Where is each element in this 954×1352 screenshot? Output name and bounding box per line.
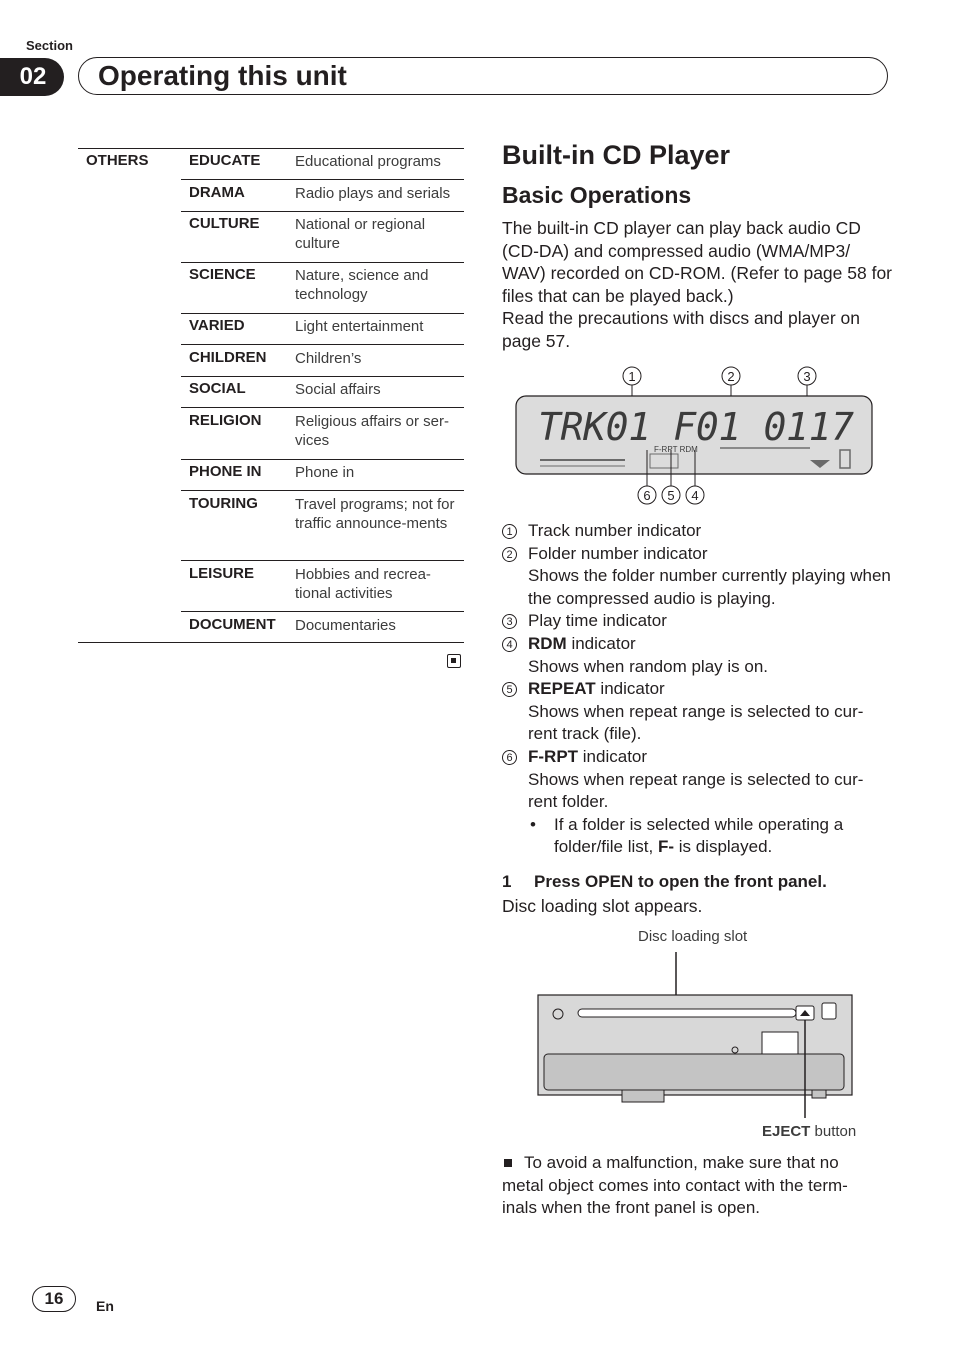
table-row <box>181 565 464 612</box>
table-group-label: OTHERS <box>86 152 149 169</box>
pty-code: PHONE IN <box>189 463 262 480</box>
pty-code: DOCUMENT <box>189 616 276 633</box>
pty-code: DRAMA <box>189 184 245 201</box>
front-panel-illustration <box>530 950 860 1120</box>
item-number: 1 <box>502 524 517 539</box>
caution-note <box>502 1152 882 1220</box>
item-description: Shows when random play is on. <box>528 656 769 676</box>
item-label: Track number indicator <box>528 521 702 540</box>
pty-code: SOCIAL <box>189 380 246 397</box>
note-square-icon <box>504 1159 512 1167</box>
intro-paragraph: The built-in CD player can play back audio CD (CD-DA) and compressed audio (WMA/MP3/ WAV) recorded on CD-ROM. (Refer to page 58 for files that can be played back.) <box>502 218 892 306</box>
item-label: indicator <box>595 679 665 699</box>
pty-description: Nature, science and technology <box>295 267 429 303</box>
callout-markers-top <box>623 367 816 385</box>
list-item <box>502 633 892 656</box>
lcd-display-illustration <box>510 362 880 510</box>
pty-description: Phone in <box>295 464 355 481</box>
table-row <box>181 495 464 561</box>
pty-code: SCIENCE <box>189 266 256 283</box>
item-label: indicator <box>578 746 648 766</box>
item-description: Shows when repeat range is selected to cur-rent folder. <box>528 769 864 812</box>
table-row <box>181 184 464 212</box>
pty-description: Religious affairs or ser-vices <box>295 413 449 449</box>
page-title: Operating this unit <box>98 60 347 91</box>
table-row <box>181 412 464 460</box>
pty-code: CULTURE <box>189 215 260 232</box>
pty-code: CHILDREN <box>189 349 267 366</box>
pty-description: National or regional culture <box>295 216 426 252</box>
eject-caption-rest: button <box>810 1123 857 1140</box>
list-item <box>502 520 892 543</box>
lcd-segments: TRK01 F01 0117 <box>538 405 854 449</box>
indicator-list <box>502 520 892 859</box>
item-number: 6 <box>502 750 517 765</box>
section-label: Section <box>26 38 73 53</box>
pty-description: Documentaries <box>295 617 396 634</box>
note-text: To avoid a malfunction, make sure that no metal object comes into contact with the term-inals when the front panel is open. <box>502 1153 848 1218</box>
step-number: 1 <box>502 872 512 891</box>
pty-code: RELIGION <box>189 412 262 429</box>
callout-5: 5 <box>667 488 675 503</box>
list-item <box>502 746 892 769</box>
callout-4: 4 <box>691 488 699 503</box>
table-row <box>181 152 464 180</box>
pty-description: Light entertainment <box>295 318 424 335</box>
item-description: Shows the folder number currently playing when the compressed audio is playing. <box>528 566 891 608</box>
bullet-text: If a folder is selected while operating a folder/file list, <box>554 814 844 857</box>
item-number: 2 <box>502 547 517 562</box>
step-heading <box>502 872 827 892</box>
callout-6: 6 <box>643 488 651 503</box>
pty-description: Social affairs <box>295 381 381 398</box>
item-number: 4 <box>502 637 517 652</box>
lcd-indicator-text: F-RPT RDM <box>654 445 698 454</box>
bullet-note <box>502 814 892 859</box>
table-row <box>181 349 464 377</box>
item-description: Shows when repeat range is selected to cur-rent track (file). <box>528 701 864 744</box>
pty-description: Educational programs <box>295 153 441 170</box>
callout-1: 1 <box>628 369 636 384</box>
pty-description: Radio plays and serials <box>295 185 451 202</box>
connector-terminals <box>762 1032 798 1054</box>
item-label-bold: RDM <box>528 633 567 653</box>
slot-caption: Disc loading slot <box>638 928 748 945</box>
table-row <box>181 317 464 345</box>
bullet-dot: • <box>530 814 536 834</box>
pty-description: Travel programs; not for traffic announce-ments <box>295 496 455 532</box>
pty-code: EDUCATE <box>189 152 261 169</box>
step-result: Disc loading slot appears. <box>502 896 703 916</box>
item-number: 3 <box>502 614 517 629</box>
pty-description: Children’s <box>295 350 362 367</box>
pty-description: Hobbies and recrea-tional activities <box>295 566 431 602</box>
pty-code: VARIED <box>189 317 245 334</box>
table-row <box>181 215 464 263</box>
table-row <box>181 463 464 491</box>
end-of-section-icon <box>447 654 461 668</box>
intro-paragraph: Read the precautions with discs and player on page 57. <box>502 308 860 351</box>
item-label-bold: F-RPT <box>528 746 579 766</box>
item-label: indicator <box>566 633 636 653</box>
list-item <box>502 610 892 633</box>
section-number-badge: 02 <box>0 58 64 96</box>
list-item <box>502 678 892 701</box>
item-number: 5 <box>502 682 517 697</box>
callout-2: 2 <box>727 369 735 384</box>
item-label-bold: REPEAT <box>528 679 596 699</box>
pty-code: LEISURE <box>189 565 255 582</box>
intro-text <box>502 217 892 353</box>
bullet-text-end: is displayed. <box>673 837 773 857</box>
eject-caption <box>762 1123 856 1140</box>
subsection-heading: Basic Operations <box>502 182 692 208</box>
eject-caption-bold: EJECT <box>762 1123 811 1140</box>
language-code: En <box>96 1298 114 1314</box>
page-number: 16 <box>32 1286 76 1312</box>
bullet-bold: F- <box>657 837 674 857</box>
table-bottom-rule <box>78 642 464 643</box>
front-panel-lower <box>544 1054 844 1090</box>
callout-markers-bottom <box>638 486 704 504</box>
section-heading: Built-in CD Player <box>502 140 731 170</box>
item-label: Folder number indicator <box>528 543 708 563</box>
callout-3: 3 <box>803 369 811 384</box>
table-top-rule <box>78 148 464 149</box>
table-row <box>181 380 464 408</box>
table-row <box>181 616 464 640</box>
pty-code: TOURING <box>189 495 258 512</box>
step-text: Press OPEN to open the front panel. <box>534 872 827 891</box>
disc-slot <box>578 1009 796 1017</box>
list-item <box>502 543 892 566</box>
table-row <box>181 266 464 314</box>
item-label: Play time indicator <box>528 611 667 631</box>
